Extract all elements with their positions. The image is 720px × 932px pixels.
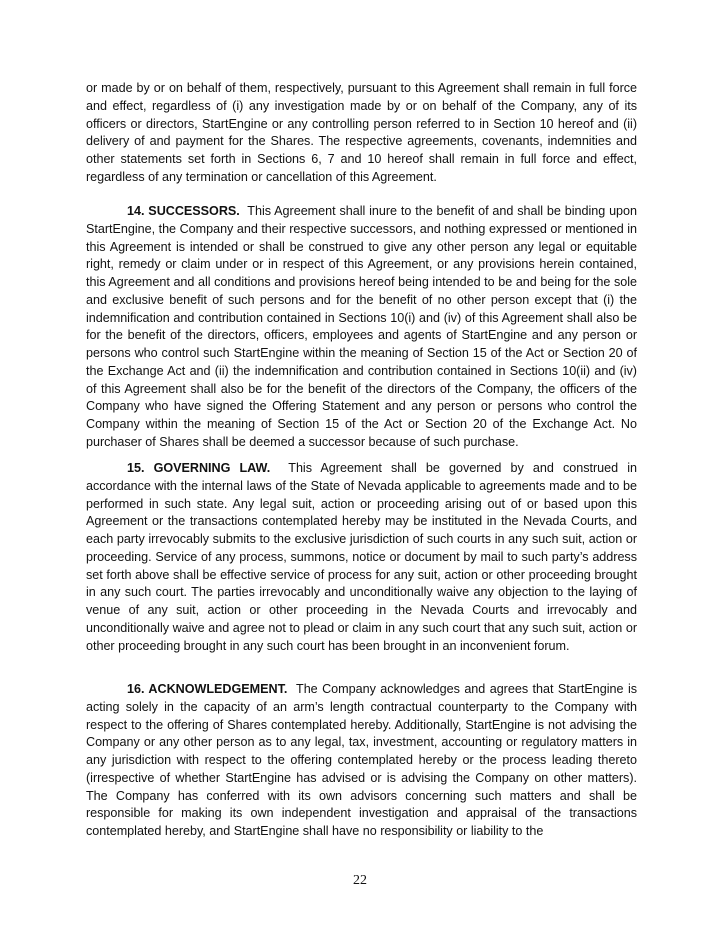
section-successors bbox=[86, 203, 637, 452]
page-number: 22 bbox=[353, 873, 367, 888]
paragraph-body: This Agreement shall be governed by and construed in accordance with the internal laws of the State of Nevada applicable to agreements made and to be performed in such state. Any legal suit, action or proceeding arising out of or based upon this Agreement or the transactions contemplated hereby may be instituted in the Nevada Courts, and each party irrevocably submits to the exclusive jurisdiction of such courts in any such suit, action or proceeding. Service of any process, summons, notice or document by mail to such party’s address set forth above shall be effective service of process for any suit, action or other proceeding brought in any such court. The parties irrevocably and unconditionally waive any objection to the laying of venue of any suit, action or other proceeding in the Nevada Courts and irrevocably and unconditionally waive and agree not to plead or claim in any such court that any such suit, action or other proceeding brought in any such court has been brought in an inconvenient forum. bbox=[86, 461, 638, 653]
section-heading: 16. ACKNOWLEDGEMENT. bbox=[127, 682, 288, 696]
section-governing-law bbox=[86, 460, 637, 655]
paragraph-body: This Agreement shall inure to the benefit of and shall be binding upon StartEngine, the Company and their respective successors, and nothing expressed or mentioned in this Agreement is intended or shall be construed to give any other person any legal or equitable right, remedy or claim under or in respect of this Agreement, or any provisions herein contained, this Agreement and all conditions and provisions hereof being intended to be and being for the sole and exclusive benefit of such persons and for the benefit of no other person except that (i) the indemnification and contribution contained in Sections 10(i) and (iv) of this Agreement shall also be for the benefit of the directors, officers, employees and agents of StartEngine and any person or persons who control such StartEngine within the meaning of Section 15 of the Act or Section 20 of the Exchange Act and (ii) the indemnification and contribution contained in Sections 10(ii) and (iv) of this Agreement shall also be for the benefit of the directors of the Company, the officers of the Company who have signed the Offering Statement and any person or persons who control the Company within the meaning of Section 15 of the Act or Section 20 of the Exchange Act. No purchaser of Shares shall be deemed a successor because of such purchase. bbox=[86, 204, 638, 449]
section-acknowledgement bbox=[86, 681, 637, 841]
section-heading: 15. GOVERNING LAW. bbox=[127, 461, 271, 475]
section-heading: 14. SUCCESSORS. bbox=[127, 204, 240, 218]
paragraph-body: The Company acknowledges and agrees that StartEngine is acting solely in the capacity of an arm’s length contractual counterparty to the Company with respect to the offering of Shares contemplated hereby. Additionally, StartEngine is not advising the Company or any other person as to any legal, tax, investment, accounting or regulatory matters in any jurisdiction with respect to the offering contemplated hereby or the process leading thereto (irrespective of whether StartEngine has advised or is advising the Company on other matters). The Company has conferred with its own advisors concerning such matters and shall be responsible for making its own independent investigation and appraisal of the transactions contemplated hereby, and StartEngine shall have no responsibility or liability to the bbox=[86, 682, 638, 838]
paragraph-body: or made by or on behalf of them, respectively, pursuant to this Agreement shall remain in full force and effect, regardless of (i) any investigation made by or on behalf of the Company, any of its officers or directors, StartEngine or any controlling person referred to in Section 10 hereof and (ii) delivery of and payment for the Shares. The respective agreements, covenants, indemnities and other statements set forth in Sections 6, 7 and 10 hereof shall remain in full force and effect, regardless of any termination or cancellation of this Agreement. bbox=[86, 81, 637, 184]
paragraph-continuation bbox=[86, 80, 637, 187]
